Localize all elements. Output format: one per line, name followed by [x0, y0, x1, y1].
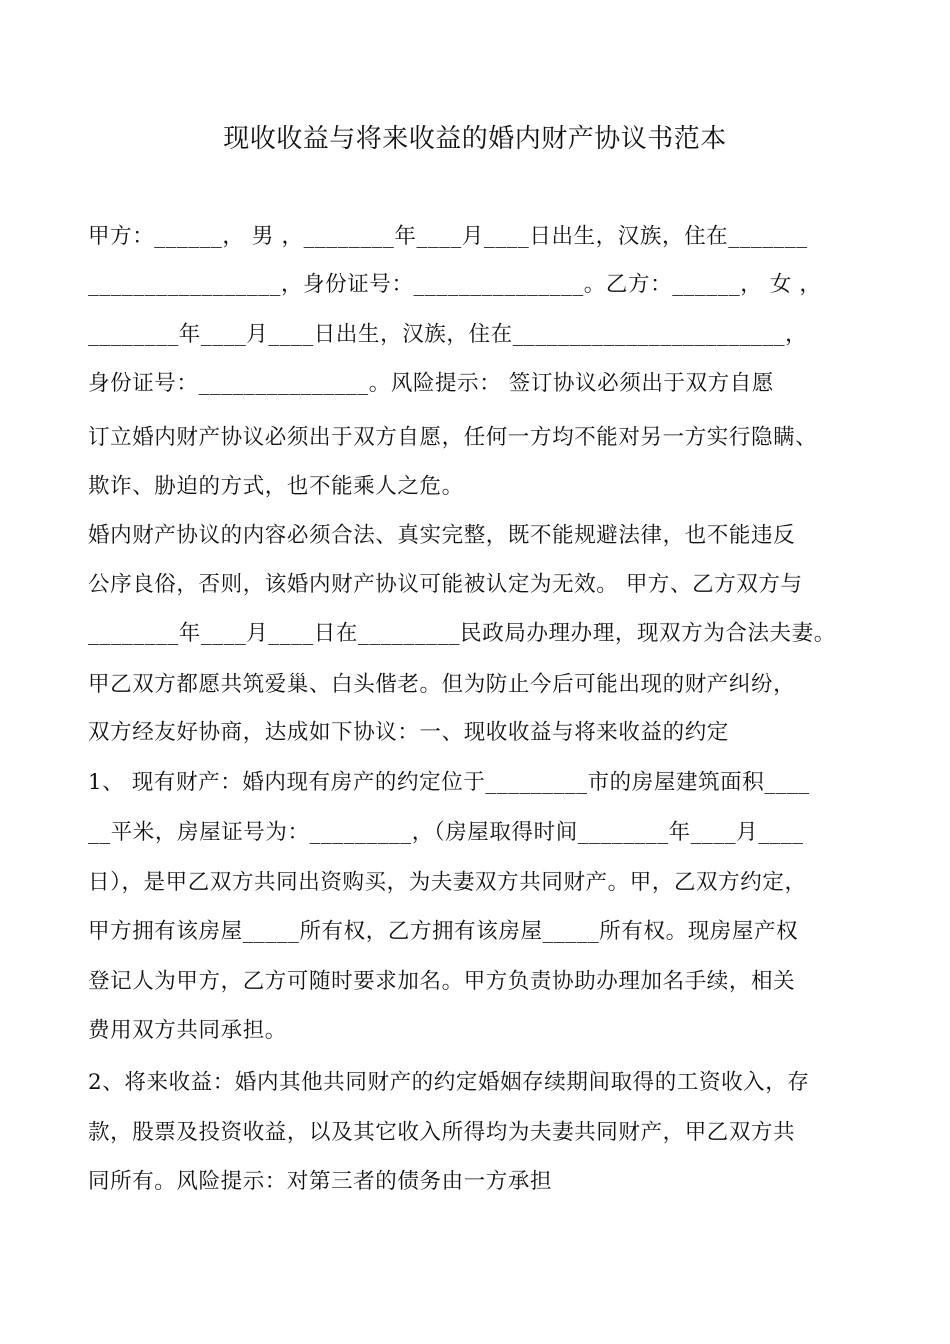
body-line: 公序良俗，否则，该婚内财产协议可能被认定为无效。 甲方、乙方双方与: [88, 572, 803, 597]
body-line: 登记人为甲方，乙方可随时要求加名。甲方负责协助办理加名手续，相关: [88, 969, 796, 994]
body-line: 身份证号：_______________。风险提示： 签订协议必须出于双方自愿: [88, 371, 774, 396]
body-line: 婚内财产协议的内容必须合法、真实完整，既不能规避法律，也不能违反: [88, 523, 796, 548]
body-line: 款，股票及投资收益，以及其它收入所得均为夫妻共同财产，甲乙双方共: [88, 1120, 796, 1145]
body-line: 双方经友好协商，达成如下协议：一、现收收益与将来收益的约定: [88, 720, 729, 745]
body-line: 欺诈、胁迫的方式，也不能乘人之危。: [88, 474, 464, 499]
body-line: ________年____月____日在_________民政局办理办理，现双方为合法夫妻。: [88, 621, 836, 646]
body-line: __平米，房屋证号为：_________，（房屋取得时间________年____月____: [88, 820, 804, 845]
body-line: 订立婚内财产协议必须出于双方自愿，任何一方均不能对另一方实行隐瞒、: [88, 425, 818, 450]
body-line: 1、 现有财产：婚内现有房产的约定位于_________市的房屋建筑面积____: [88, 770, 810, 795]
body-line: 甲方拥有该房屋_____所有权，乙方拥有该房屋_____所有权。现房屋产权: [88, 919, 799, 944]
body-line: 同所有。风险提示：对第三者的债务由一方承担: [88, 1169, 553, 1194]
body-line: 甲乙双方都愿共筑爱巢、白头偕老。但为防止今后可能出现的财产纠纷，: [88, 672, 796, 697]
body-line: 日），是甲乙双方共同出资购买，为夫妻双方共同财产。甲，乙双方约定，: [88, 870, 807, 895]
document-title: 现收收益与将来收益的婚内财产协议书范本: [223, 124, 727, 154]
body-line: 2、将来收益：婚内其他共同财产的约定婚姻存续期间取得的工资收入，存: [88, 1070, 810, 1095]
body-line: 甲方：______， 男 ，________年____月____日出生，汉族，住在_______: [88, 224, 808, 249]
body-line: _________________，身份证号：_______________。乙方：______， 女 ，: [88, 272, 822, 297]
body-line: ________年____月____日出生，汉族，住在________________________，: [88, 322, 808, 347]
body-line: 费用双方共同承担。: [88, 1018, 287, 1043]
